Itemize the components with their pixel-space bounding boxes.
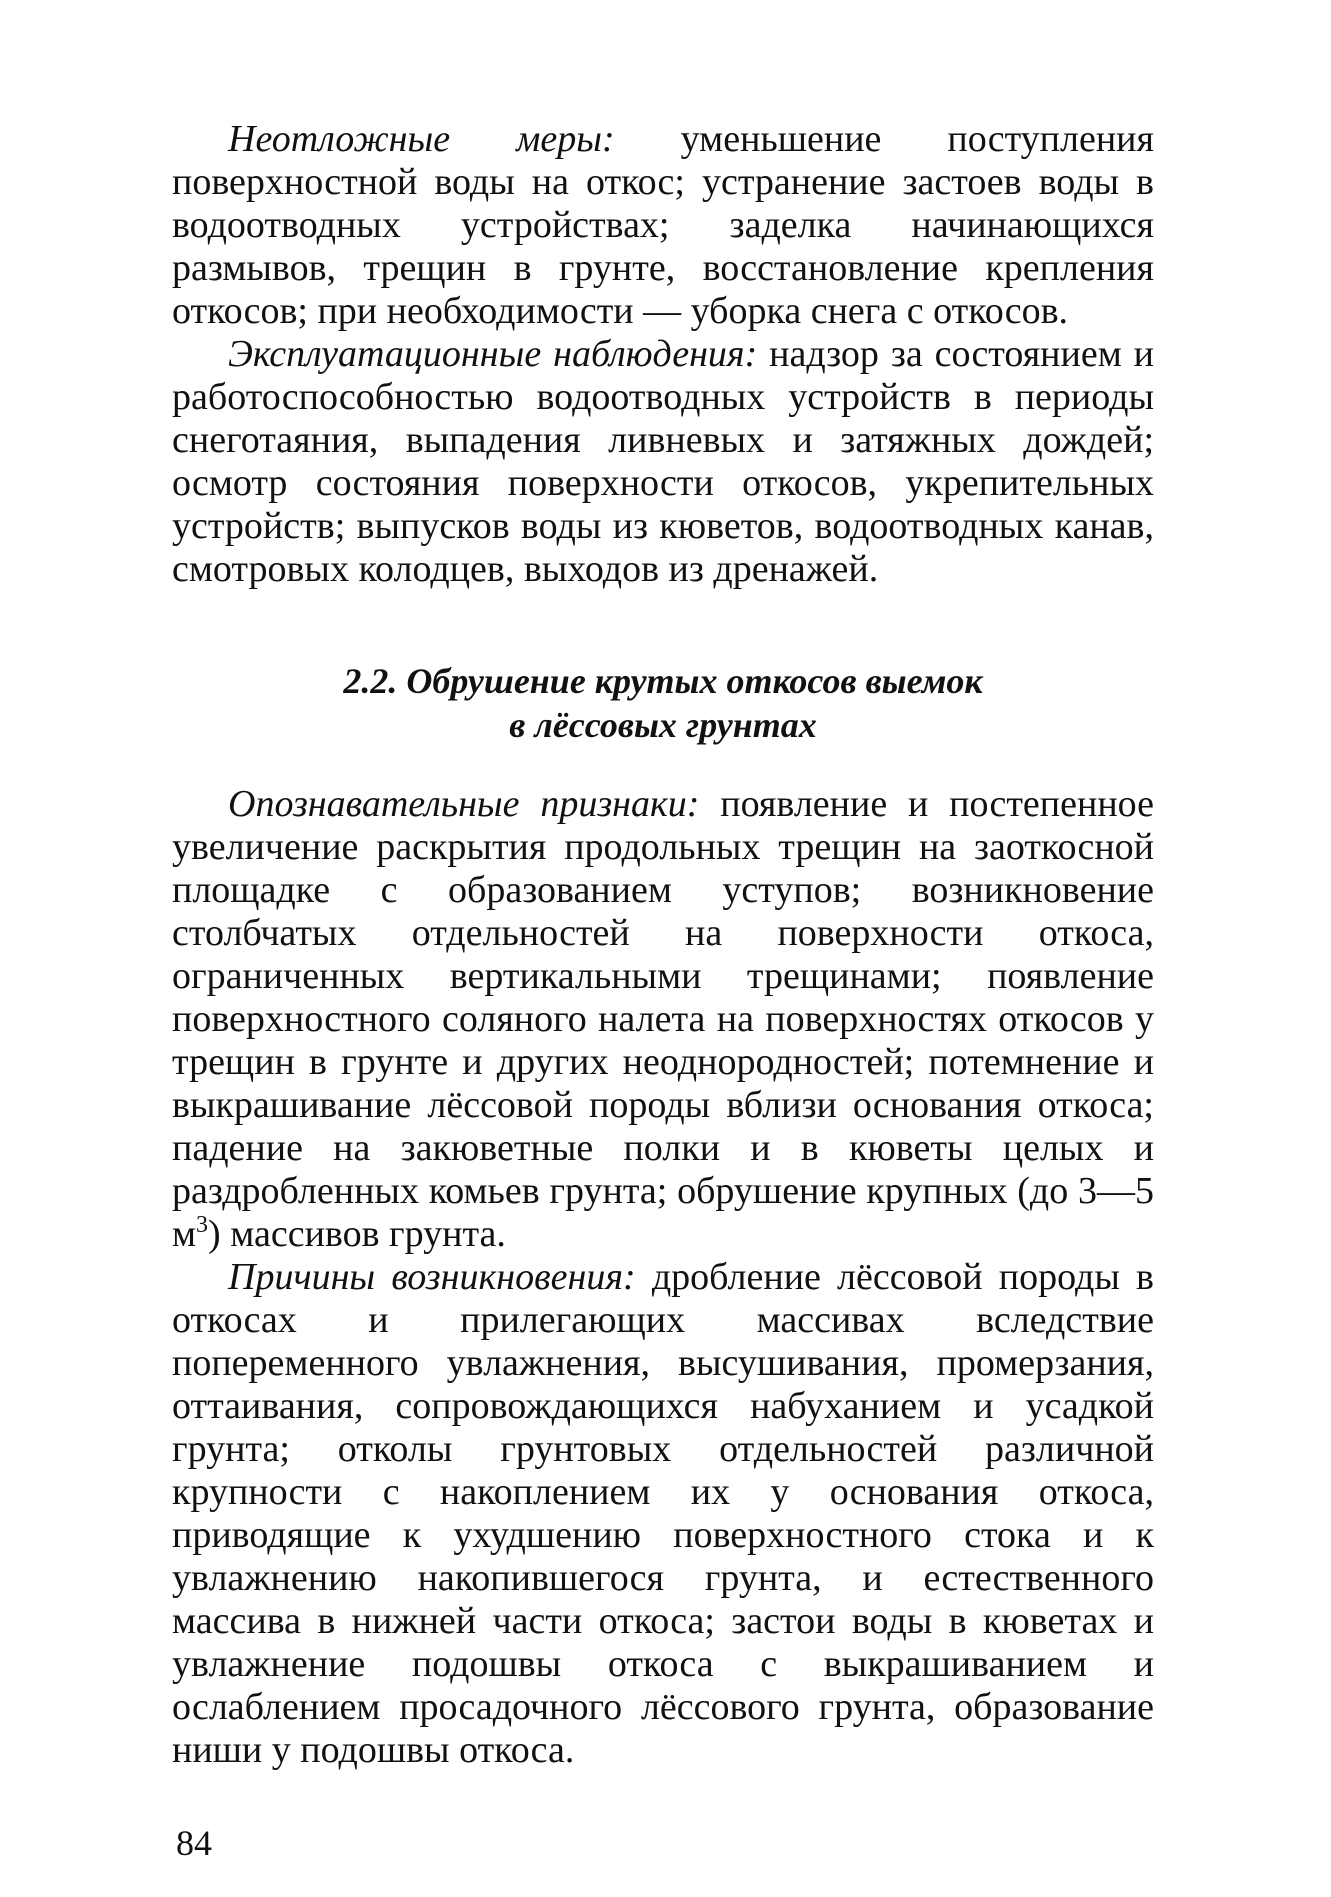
- page-number: 84: [176, 1823, 212, 1863]
- term-operational-observations: Эксплуатационные наблюдения:: [228, 333, 758, 375]
- paragraph-identifying-signs: [172, 783, 1154, 1256]
- paragraph-operational-observations: [172, 333, 1154, 591]
- heading-spacer: [172, 747, 1154, 783]
- operational-observations-text: надзор за состоянием и работоспособностью водоотводных устройств в периоды снеготаяния, выпадения ливневых и затяжных дождей; осмотр состояния поверхности откосов, укрепительных устройств; выпусков воды из кюветов, водоотводных канав, смотровых колодцев, выходов из дренажей.: [172, 333, 1154, 590]
- term-causes: Причины возникновения:: [228, 1256, 636, 1298]
- section-title-line-2: в лёссовых грунтах: [509, 705, 817, 745]
- identifying-signs-text: появление и постепенное увеличение раскрытия продольных трещин на заоткосной площадке с образованием уступов; возникновение столбчатых отдельностей на поверхности откоса, ограниченных вертикальными трещинами; появление поверхностного соляного налета на поверхностях откосов у трещин в грунте и других неоднородностей; потемнение и выкрашивание лёссовой породы вблизи основания откоса; падение на закюветные полки и в кюветы целых и раздробленных комьев грунта; обрушение крупных (до 3—5 м: [172, 783, 1155, 1255]
- term-urgent-measures: Неотложные меры:: [228, 118, 615, 160]
- cubic-superscript: 3: [196, 1212, 209, 1238]
- paragraph-causes: [172, 1256, 1154, 1772]
- paragraph-urgent-measures: [172, 118, 1154, 333]
- causes-text: дробление лёссовой породы в откосах и прилегающих массивах вследствие попеременного увлажнения, высушивания, промерзания, оттаивания, сопровождающихся набуханием и усадкой грунта; отколы грунтовых отдельностей различной крупности с накоплением их у основания откоса, приводящие к ухудшению поверхностного стока и к увлажнению накопившегося грунта, и естественного массива в нижней части откоса; застои воды в кюветах и увлажнение подошвы откоса с выкрашиванием и ослаблением просадочного лёссового грунта, образование ниши у подошвы откоса.: [172, 1256, 1154, 1771]
- term-identifying-signs: Опознавательные признаки:: [228, 783, 700, 825]
- section-title-line-1: 2.2. Обрушение крутых откосов выемок: [343, 661, 983, 701]
- section-heading: [172, 659, 1154, 747]
- page-body: [172, 118, 1154, 1772]
- identifying-signs-text-end: ) массивов грунта.: [208, 1213, 506, 1255]
- urgent-measures-text: уменьшение поступления поверхностной воды на откос; устранение застоев воды в водоотводных устройствах; заделка начинающихся размывов, трещин в грунте, восстановление крепления откосов; при необходимости — уборка снега с откосов.: [172, 118, 1154, 332]
